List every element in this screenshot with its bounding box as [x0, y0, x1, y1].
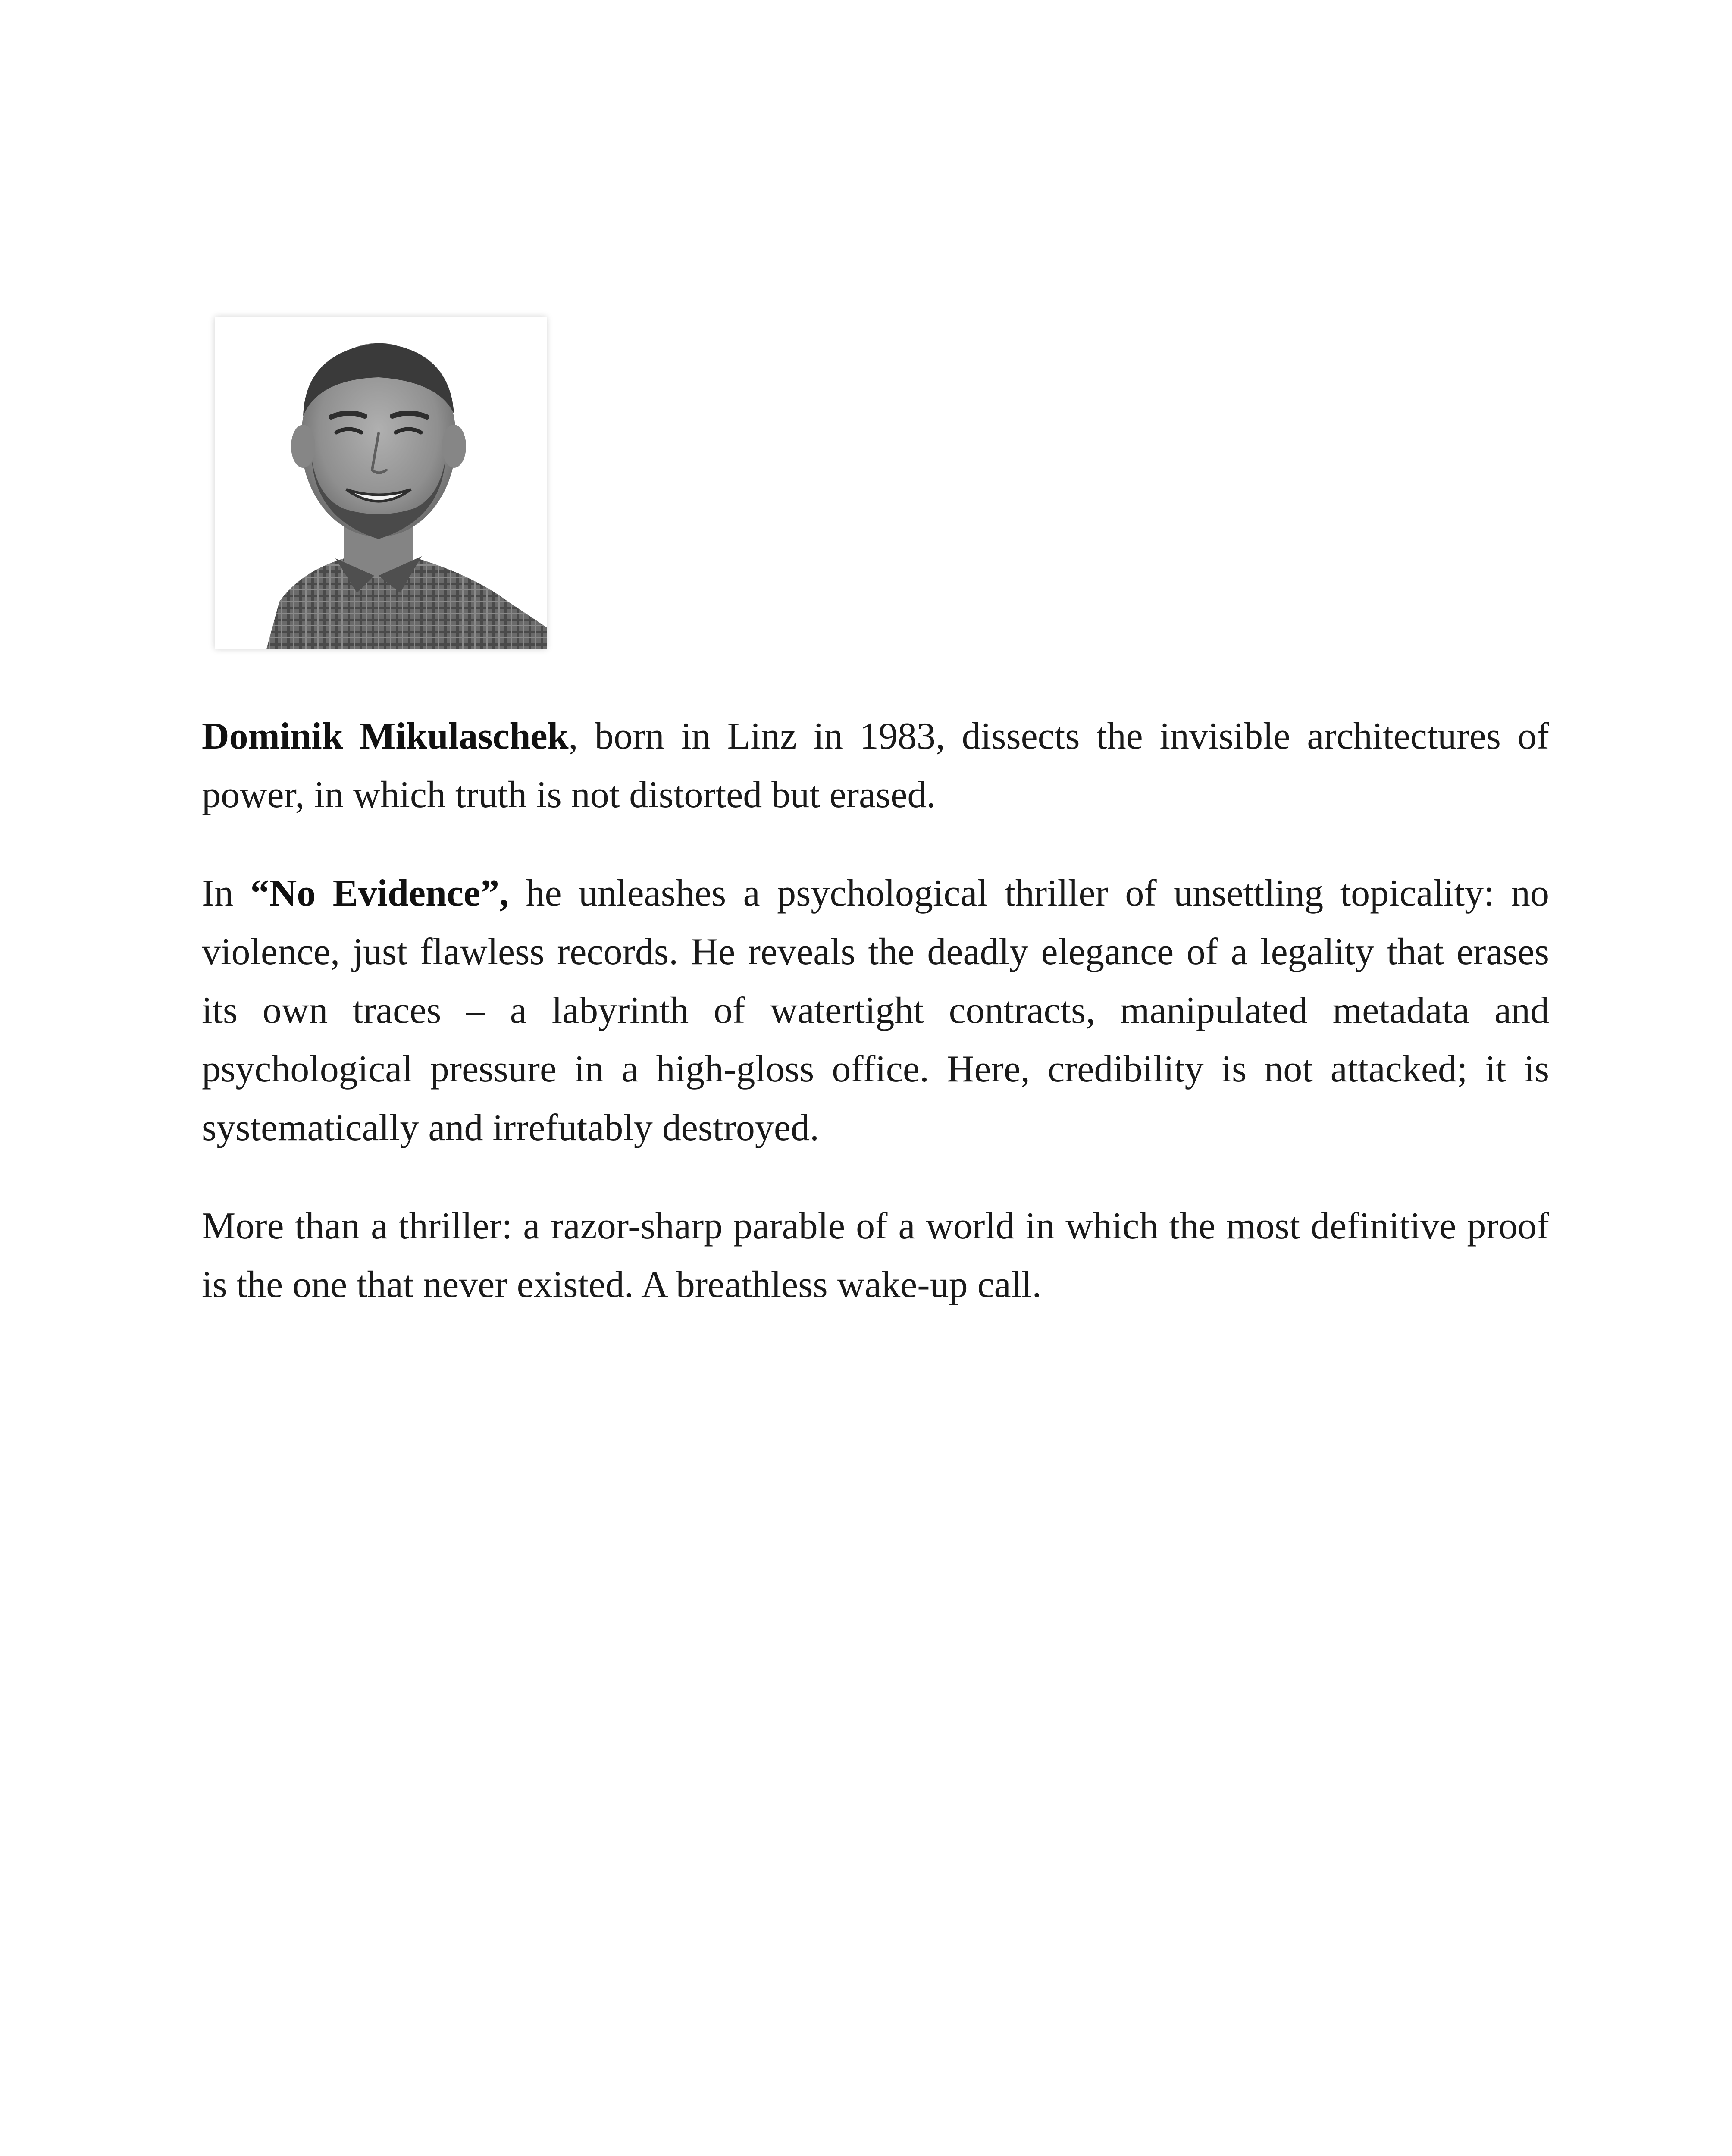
- author-name: Dominik Mikulaschek: [202, 715, 569, 757]
- bio-paragraph-3-text: More than a thriller: a razor-sharp parable of a world in which the most definitive proof is the one that never existed. A breathless wake-up call.: [202, 1205, 1549, 1306]
- portrait-illustration: [215, 317, 547, 649]
- bio-paragraph-1: [202, 707, 1549, 824]
- bio-paragraph-3: [202, 1197, 1549, 1314]
- author-portrait-photo: [215, 317, 547, 649]
- bio-paragraph-2-prefix: In: [202, 872, 251, 914]
- book-title: “No Evidence”,: [250, 872, 509, 914]
- bio-paragraph-2: [202, 864, 1549, 1157]
- bio-paragraph-1-text: , born in Linz in 1983, dissects the invisible architectures of power, in which truth is not distorted but erased.: [202, 715, 1549, 816]
- author-bio: [202, 707, 1549, 1354]
- bio-paragraph-2-text: he unleashes a psychological thriller of unsettling topicality: no violence, just flawless records. He reveals the deadly elegance of a legality that erases its own traces – a labyrinth of watertight contracts, manipulated metadata and psychological pressure in a high-gloss office. Here, credibility is not attacked; it is systematically and irrefutably destroyed.: [202, 872, 1549, 1149]
